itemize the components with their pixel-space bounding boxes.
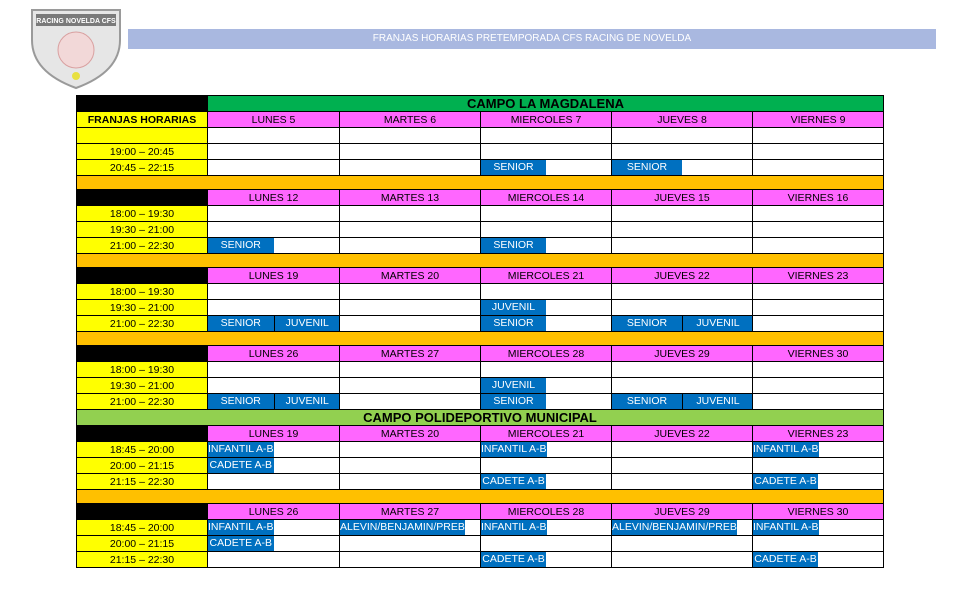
separator (77, 254, 884, 268)
day-header: MARTES 20 (340, 426, 481, 442)
session-cell (612, 536, 753, 552)
separator (77, 490, 884, 504)
team-badge: CADETE A-B (754, 475, 817, 487)
time-slot (77, 128, 208, 144)
session-cell (340, 300, 481, 316)
day-header: MARTES 27 (340, 346, 481, 362)
time-slot: 20:00 – 21:15 (77, 458, 208, 474)
day-header: MARTES 20 (340, 268, 481, 284)
time-slot-row (77, 474, 884, 490)
time-slot: 18:45 – 20:00 (77, 520, 208, 536)
session-cell (208, 206, 340, 222)
session-cell (753, 300, 884, 316)
time-slot: 19:30 – 21:00 (77, 378, 208, 394)
week-separator-row (77, 332, 884, 346)
session-cell (208, 144, 340, 160)
black-cell (77, 346, 208, 362)
time-slot-row (77, 144, 884, 160)
session-cell (481, 222, 612, 238)
day-header: MIERCOLES 7 (481, 112, 612, 128)
time-slot: 18:00 – 19:30 (77, 284, 208, 300)
session-cell (753, 284, 884, 300)
day-header: VIERNES 16 (753, 190, 884, 206)
session-cell (340, 442, 481, 458)
team-badge: CADETE A-B (209, 459, 272, 471)
time-slot-row (77, 238, 884, 254)
field-title: CAMPO POLIDEPORTIVO MUNICIPAL (77, 410, 884, 426)
session-cell (753, 442, 884, 458)
team-badge: ALEVIN/BENJAMIN/PREB (612, 521, 737, 533)
session-cell (753, 144, 884, 160)
time-slot-row (77, 362, 884, 378)
schedule-table (76, 95, 884, 568)
time-slot: 19:00 – 20:45 (77, 144, 208, 160)
black-cell (77, 190, 208, 206)
time-slot-row (77, 394, 884, 410)
session-cell (208, 474, 340, 490)
team-badge: INFANTIL A-B (208, 521, 274, 533)
session-cell (612, 474, 753, 490)
session-cell (612, 316, 753, 332)
time-slot: 19:30 – 21:00 (77, 222, 208, 238)
week-separator-row (77, 254, 884, 268)
team-badge: SENIOR (481, 238, 546, 253)
session-cell (340, 206, 481, 222)
team-badge: INFANTIL A-B (481, 521, 547, 533)
session-cell (340, 144, 481, 160)
day-header: JUEVES 29 (612, 346, 753, 362)
session-cell (481, 552, 612, 568)
franjas-horarias-label: FRANJAS HORARIAS (77, 112, 208, 128)
day-header: LUNES 19 (208, 426, 340, 442)
session-cell (612, 552, 753, 568)
session-cell (208, 128, 340, 144)
team-badge: SENIOR (208, 238, 274, 253)
session-cell (753, 394, 884, 410)
session-cell (481, 442, 612, 458)
team-badge: JUVENIL (682, 316, 753, 331)
day-header: JUEVES 8 (612, 112, 753, 128)
day-header: LUNES 26 (208, 504, 340, 520)
black-cell (77, 268, 208, 284)
day-header: MIERCOLES 28 (481, 504, 612, 520)
team-badge: SENIOR (208, 316, 274, 331)
time-slot: 20:45 – 22:15 (77, 160, 208, 176)
session-cell (481, 206, 612, 222)
session-cell (481, 394, 612, 410)
time-slot: 21:15 – 22:30 (77, 552, 208, 568)
page-title: FRANJAS HORARIAS PRETEMPORADA CFS RACING DE NOVELDA (128, 29, 936, 49)
session-cell (612, 128, 753, 144)
time-slot-row (77, 128, 884, 144)
week-separator-row (77, 176, 884, 190)
session-cell (208, 394, 340, 410)
session-cell (481, 316, 612, 332)
session-cell (340, 222, 481, 238)
day-header: LUNES 5 (208, 112, 340, 128)
day-header: VIERNES 30 (753, 504, 884, 520)
session-cell (612, 520, 753, 536)
day-header: MIERCOLES 28 (481, 346, 612, 362)
day-header-row (77, 268, 884, 284)
day-header: MIERCOLES 21 (481, 268, 612, 284)
separator (77, 176, 884, 190)
team-badge: CADETE A-B (482, 553, 545, 565)
session-cell (612, 144, 753, 160)
session-cell (481, 128, 612, 144)
day-header: MIERCOLES 14 (481, 190, 612, 206)
team-badge: CADETE A-B (482, 475, 545, 487)
day-header: VIERNES 9 (753, 112, 884, 128)
session-cell (340, 520, 481, 536)
day-header-row (77, 190, 884, 206)
week-separator-row (77, 490, 884, 504)
session-cell (340, 284, 481, 300)
day-header-row (77, 426, 884, 442)
session-cell (612, 206, 753, 222)
team-badge: JUVENIL (274, 394, 340, 409)
session-cell (481, 378, 612, 394)
time-slot-row (77, 552, 884, 568)
time-slot-row (77, 284, 884, 300)
day-header: MARTES 13 (340, 190, 481, 206)
team-badge: CADETE A-B (754, 553, 817, 565)
session-cell (481, 536, 612, 552)
team-badge: SENIOR (481, 160, 546, 175)
session-cell (340, 128, 481, 144)
session-cell (612, 362, 753, 378)
time-slot: 18:00 – 19:30 (77, 206, 208, 222)
session-cell (481, 520, 612, 536)
black-cell (77, 504, 208, 520)
session-cell (208, 458, 340, 474)
time-slot: 18:00 – 19:30 (77, 362, 208, 378)
session-cell (753, 552, 884, 568)
session-cell (753, 520, 884, 536)
session-cell (208, 362, 340, 378)
black-cell (77, 426, 208, 442)
session-cell (753, 378, 884, 394)
day-header-row (77, 346, 884, 362)
day-header: LUNES 26 (208, 346, 340, 362)
team-badge: INFANTIL A-B (753, 443, 819, 455)
session-cell (753, 160, 884, 176)
separator (77, 332, 884, 346)
session-cell (481, 284, 612, 300)
session-cell (340, 316, 481, 332)
field-title: CAMPO LA MAGDALENA (208, 96, 884, 112)
time-slot-row (77, 300, 884, 316)
session-cell (753, 316, 884, 332)
time-slot-row (77, 316, 884, 332)
day-header: LUNES 12 (208, 190, 340, 206)
time-slot-row (77, 442, 884, 458)
team-badge: CADETE A-B (209, 537, 272, 549)
day-header: JUEVES 29 (612, 504, 753, 520)
session-cell (612, 442, 753, 458)
day-header: VIERNES 23 (753, 426, 884, 442)
session-cell (612, 300, 753, 316)
session-cell (340, 378, 481, 394)
time-slot: 19:30 – 21:00 (77, 300, 208, 316)
svg-text:RACING NOVELDA CFS: RACING NOVELDA CFS (36, 18, 116, 25)
team-badge: JUVENIL (274, 316, 340, 331)
session-cell (340, 458, 481, 474)
team-badge: INFANTIL A-B (208, 443, 274, 455)
day-header: JUEVES 22 (612, 268, 753, 284)
team-badge: SENIOR (612, 160, 682, 175)
time-slot-row (77, 160, 884, 176)
session-cell (340, 238, 481, 254)
team-badge: JUVENIL (481, 378, 546, 393)
day-header: JUEVES 22 (612, 426, 753, 442)
session-cell (481, 144, 612, 160)
session-cell (208, 300, 340, 316)
session-cell (208, 520, 340, 536)
day-header: VIERNES 23 (753, 268, 884, 284)
time-slot: 18:45 – 20:00 (77, 442, 208, 458)
session-cell (208, 552, 340, 568)
session-cell (340, 394, 481, 410)
time-slot: 21:00 – 22:30 (77, 394, 208, 410)
time-slot-row (77, 536, 884, 552)
session-cell (340, 160, 481, 176)
time-slot-row (77, 378, 884, 394)
session-cell (208, 316, 340, 332)
time-slot-row (77, 222, 884, 238)
time-slot: 21:00 – 22:30 (77, 316, 208, 332)
session-cell (481, 362, 612, 378)
day-header: VIERNES 30 (753, 346, 884, 362)
team-badge: SENIOR (208, 394, 274, 409)
session-cell (753, 222, 884, 238)
session-cell (753, 128, 884, 144)
field-header-row (77, 410, 884, 426)
team-badge: SENIOR (481, 394, 546, 409)
session-cell (340, 536, 481, 552)
day-header-row (77, 504, 884, 520)
team-badge: INFANTIL A-B (753, 521, 819, 533)
time-slot-row (77, 520, 884, 536)
session-cell (208, 378, 340, 394)
session-cell (481, 300, 612, 316)
session-cell (612, 222, 753, 238)
session-cell (612, 160, 753, 176)
session-cell (612, 458, 753, 474)
team-badge: INFANTIL A-B (481, 443, 547, 455)
team-badge: SENIOR (612, 394, 682, 409)
session-cell (753, 536, 884, 552)
day-header-row (77, 112, 884, 128)
session-cell (208, 284, 340, 300)
field-header-row (77, 96, 884, 112)
session-cell (481, 238, 612, 254)
session-cell (612, 378, 753, 394)
session-cell (612, 238, 753, 254)
session-cell (612, 394, 753, 410)
day-header: JUEVES 15 (612, 190, 753, 206)
team-badge: SENIOR (612, 316, 682, 331)
session-cell (753, 206, 884, 222)
team-badge: JUVENIL (481, 300, 546, 315)
session-cell (340, 552, 481, 568)
session-cell (753, 474, 884, 490)
session-cell (208, 238, 340, 254)
team-badge: ALEVIN/BENJAMIN/PREB (340, 521, 465, 533)
session-cell (481, 474, 612, 490)
session-cell (208, 442, 340, 458)
session-cell (481, 160, 612, 176)
time-slot: 20:00 – 21:15 (77, 536, 208, 552)
session-cell (481, 458, 612, 474)
day-header: MARTES 27 (340, 504, 481, 520)
session-cell (753, 238, 884, 254)
session-cell (753, 362, 884, 378)
team-badge: SENIOR (481, 316, 546, 331)
time-slot-row (77, 206, 884, 222)
time-slot-row (77, 458, 884, 474)
session-cell (612, 284, 753, 300)
schedule-table-container (76, 95, 884, 568)
team-badge: JUVENIL (682, 394, 753, 409)
session-cell (208, 222, 340, 238)
session-cell (340, 362, 481, 378)
day-header: MARTES 6 (340, 112, 481, 128)
time-slot: 21:00 – 22:30 (77, 238, 208, 254)
session-cell (208, 160, 340, 176)
session-cell (753, 458, 884, 474)
day-header: MIERCOLES 21 (481, 426, 612, 442)
time-slot: 21:15 – 22:30 (77, 474, 208, 490)
session-cell (340, 474, 481, 490)
session-cell (208, 536, 340, 552)
club-crest-logo (28, 6, 124, 90)
black-cell (77, 96, 208, 112)
day-header: LUNES 19 (208, 268, 340, 284)
